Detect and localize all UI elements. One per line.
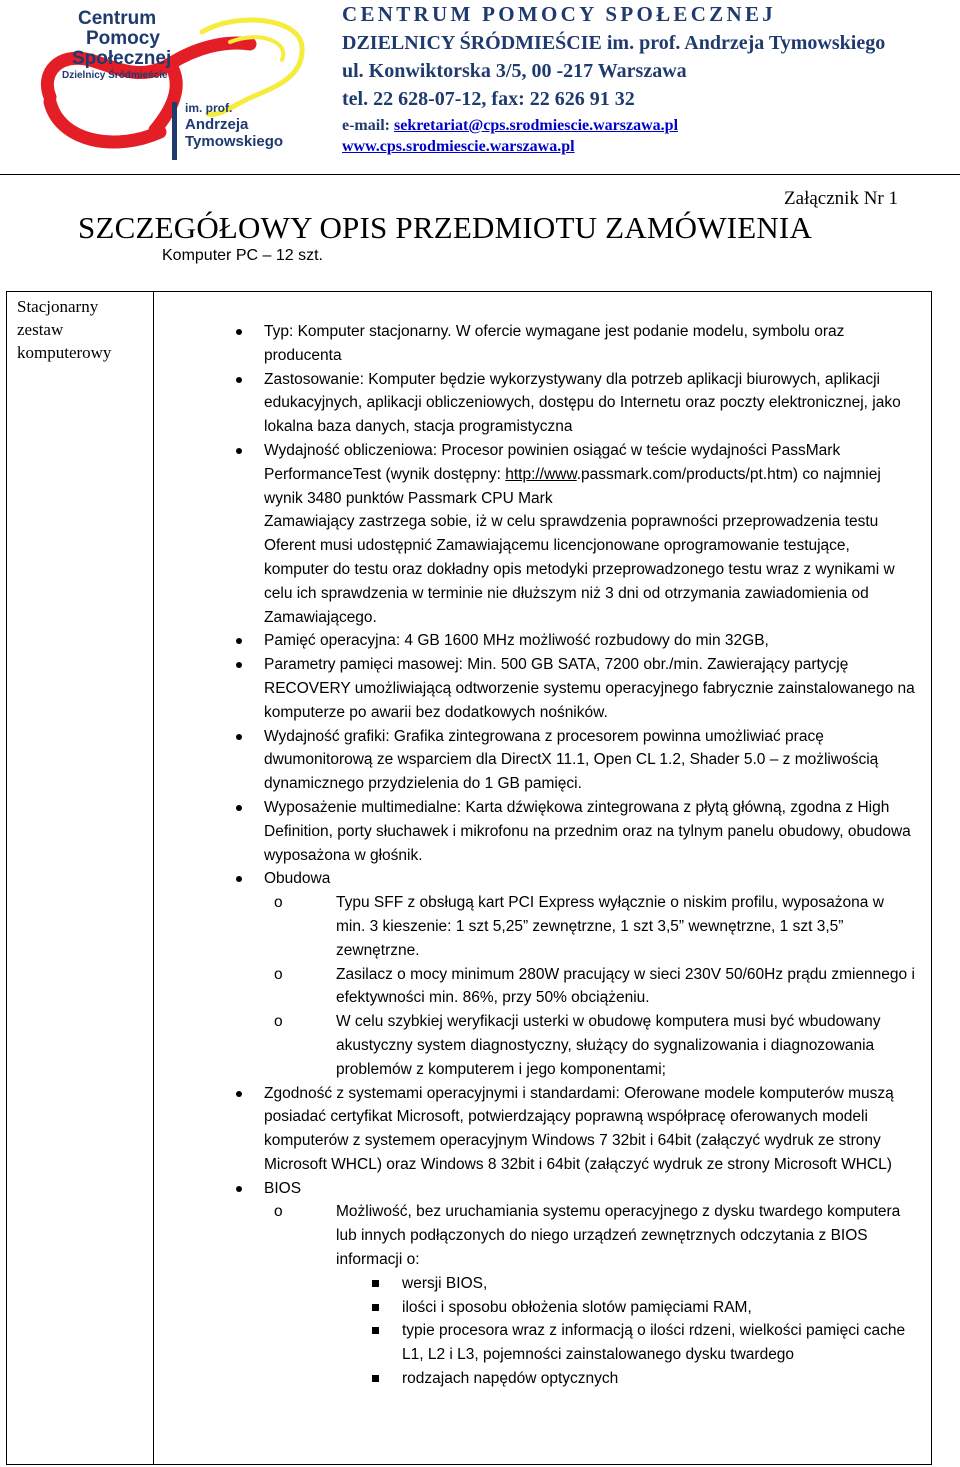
org-email-line: [342, 117, 678, 135]
organization-logo: [20, 2, 320, 162]
list-item-graphics: Wydajność grafiki: Grafika zintegrowana z procesorem powinna umożliwiać pracę dwumonitorową ze wsparciem dla DirectX 11.1, Open CL 1.2, Shader 5.0 – z możliwością dynamicznego przydzielenia do 1 GB pamięci.: [232, 725, 917, 796]
case-subitem-1: o Typu SFF z obsługą kart PCI Express wyłącznie o niskim profilu, wyposażona w min. 3 kieszenie: 1 szt 5,25” zewnętrzne, 1 szt 3,5” wewnętrzne, 1 szt 3,5” zewnętrzne.: [232, 891, 917, 962]
document-subtitle: Komputer PC – 12 szt.: [162, 247, 323, 264]
org-name: CENTRUM POMOCY SPOŁECZNEJ: [342, 2, 777, 26]
header-divider: [0, 174, 960, 175]
performance-text-a: Wydajność obliczeniowa: Procesor powinien osiągać w teście wydajności PassMark PerformanceTest (wynik dostępny:: [264, 441, 841, 483]
performance-text-b: .passmark.com/products/pt.htm) co najmniej wynik 3480 punktów Passmark CPU Mark: [264, 465, 881, 507]
list-item-bios: BIOS: [232, 1177, 917, 1201]
list-item-storage: Parametry pamięci masowej: Min. 500 GB SATA, 7200 obr./min. Zawierający partycję RECOVERY umożliwiającą odtworzenie systemu operacyjnego fabrycznie zainstalowanego na komputerze po awarii bez dodatkowych nośników.: [232, 653, 917, 724]
logo-text-1: Centrum: [78, 8, 157, 29]
logo-text-5: im. prof.: [185, 101, 233, 115]
bios-detail-4: rodzajach napędów optycznych: [232, 1367, 917, 1391]
list-item-memory: Pamięć operacyjna: 4 GB 1600 MHz możliwość rozbudowy do min 32GB,: [232, 629, 917, 653]
list-item-usage: Zastosowanie: Komputer będzie wykorzystywany dla potrzeb aplikacji biurowych, aplikacji edukacyjnych, aplikacji obliczeniowych, dostępu do Internetu oraz poczty elektronicznej, jako lokalna baza danych, stacja programistyczna: [232, 368, 917, 439]
logo-text-4: Dzielnicy Śródmieście: [62, 70, 168, 81]
logo-text-3: Społecznej: [72, 48, 172, 69]
org-address: ul. Konwiktorska 3/5, 00 -217 Warszawa: [342, 60, 687, 82]
logo-text-2: Pomocy: [86, 28, 160, 49]
list-item-multimedia: Wyposażenie multimedialne: Karta dźwiękowa zintegrowana z płytą główną, zgodna z High Definition, porty słuchawek i mikrofonu na przednim oraz na tylnym panelu obudowy, obudowa wyposażona w głośnik.: [232, 796, 917, 867]
org-phone: tel. 22 628-07-12, fax: 22 626 91 32: [342, 88, 635, 110]
logo-text-7: Tymowskiego: [185, 133, 284, 150]
list-item-type: Typ: Komputer stacjonarny. W ofercie wymagane jest podanie modelu, symbolu oraz producenta: [232, 320, 917, 368]
org-name-line2: DZIELNICY ŚRÓDMIEŚCIE im. prof. Andrzeja Tymowskiego: [342, 32, 886, 54]
specification-table: [6, 291, 932, 1465]
list-item-performance: [232, 439, 917, 510]
table-column-divider: [153, 292, 154, 1464]
email-label: e-mail:: [342, 117, 394, 134]
bios-detail-3: typie procesora wraz z informacją o ilości rdzeni, wielkości pamięci cache L1, L2 i L3, pojemności zainstalowanego dysku twardego: [232, 1319, 917, 1367]
website-link[interactable]: www.cps.srodmiescie.warszawa.pl: [342, 138, 575, 155]
case-subitem-2: o Zasilacz o mocy minimum 280W pracujący w sieci 230V 50/60Hz prądu zmiennego i efektywności min. 86%, przy 50% obciążeniu.: [232, 963, 917, 1011]
logo-text-6: Andrzeja: [185, 116, 249, 133]
bios-detail-1: wersji BIOS,: [232, 1272, 917, 1296]
org-website: [342, 138, 575, 156]
attachment-label: Załącznik Nr 1: [784, 188, 898, 209]
bios-detail-2: ilości i sposobu obłożenia slotów pamięciami RAM,: [232, 1296, 917, 1320]
table-category-cell: Stacjonarny zestaw komputerowy: [17, 297, 112, 362]
list-item-compatibility: Zgodność z systemami operacyjnymi i standardami: Oferowane modele komputerów muszą posiadać certyfikat Microsoft, potwierdzający poprawną współpracę oferowanych modeli komputerów z systemem operacyjnym Windows 7 32bit i 64bit (załączyć wydruk ze strony Microsoft WHCL) oraz Windows 8 32bit i 64bit (załączyć wydruk ze strony Microsoft WHCL): [232, 1082, 917, 1177]
document-title: SZCZEGÓŁOWY OPIS PRZEDMIOTU ZAMÓWIENIA: [78, 210, 813, 245]
case-subitem-3: o W celu szybkiej weryfikacji usterki w obudowę komputera musi być wbudowany akustyczny system diagnostyczny, służący do sygnalizowania i diagnozowania problemów z komputerem i jego komponentami;: [232, 1010, 917, 1081]
specification-list: [232, 320, 917, 1391]
list-item-case: Obudowa: [232, 867, 917, 891]
bios-subitem-1: o Możliwość, bez uruchamiania systemu operacyjnego z dysku twardego komputera lub innych podłączonych do niego urządzeń zewnętrznych odczytania z BIOS informacji o:: [232, 1200, 917, 1271]
email-link[interactable]: sekretariat@cps.srodmiescie.warszawa.pl: [393, 117, 679, 134]
passmark-link[interactable]: http://www: [505, 465, 577, 483]
performance-note: Zamawiający zastrzega sobie, iż w celu sprawdzenia poprawności przeprowadzenia testu Oferent musi udostępnić Zamawiającemu licencjonowane oprogramowanie testujące, komputer do testu oraz dokładny opis metodyki przeprowadzonego testu wraz z wynikami w celu ich sprawdzenia w terminie nie dłuższym niż 3 dni od otrzymania zawiadomienia od Zamawiającego.: [264, 513, 895, 626]
